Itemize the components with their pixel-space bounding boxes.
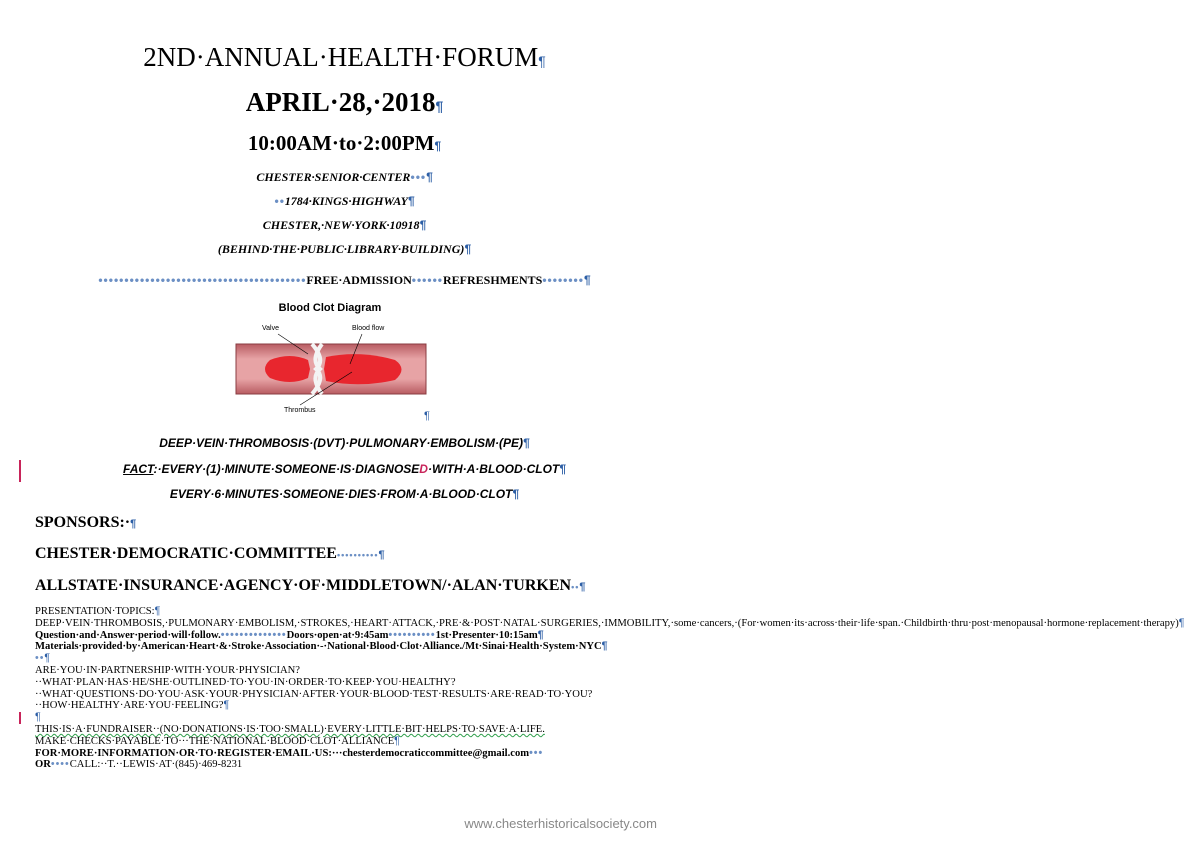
event-date: APRIL·28,·2018¶ xyxy=(245,87,444,117)
empty-line-1: ••¶ xyxy=(35,652,51,665)
diagram-title: Blood Clot Diagram xyxy=(278,302,382,314)
sponsors-heading: SPONSORS:·¶ xyxy=(35,514,137,531)
diagram-graphic xyxy=(230,302,430,420)
blood-flow-label: Blood flow xyxy=(352,325,385,332)
valve-label: Valve xyxy=(262,325,279,332)
fact-line: FACT:·EVERY·(1)·MINUTE·SOMEONE·IS·DIAGNOSED·WITH·A·BLOOD·CLOT¶ xyxy=(123,462,566,476)
topics-heading: PRESENTATION·TOPICS:¶ xyxy=(35,605,161,617)
thrombus-clot xyxy=(265,356,310,382)
admission-line: ••••••••••••••••••••••••••••••••••••••••FREE·ADMISSION••••••REFRESHMENTS••••••••¶ xyxy=(98,273,591,287)
venue-street: ••1784·KINGS·HIGHWAY¶ xyxy=(274,194,415,208)
contact-phone-line: OR••••CALL:··T.··LEWIS·AT·(845)·469-8231 xyxy=(35,758,243,771)
checks-line: MAKE·CHECKS·PAYABLE·TO···THE·NATIONAL·BLOOD·CLOT·ALLIANCE¶ xyxy=(35,734,400,747)
contact-email-line: FOR·MORE·INFORMATION·OR·TO·REGISTER·EMAIL·US:···chesterdemocraticcommittee@gmail.com••• xyxy=(35,746,544,759)
fundraiser-line: THIS·IS·A·FUNDRAISER··(NO·DONATIONS·IS·TOO·SMALL)·EVERY·LITTLE·BIT·HELPS·TO·SAVE·A·LIFE. xyxy=(35,723,545,735)
source-watermark: www.chesterhistoricalsociety.com xyxy=(464,816,657,831)
thrombus-label: Thrombus xyxy=(284,407,316,414)
schedule-line: Question·and·Answer·period·will·follow.••••••••••••••Doors·open·at·9:45am••••••••••1st·Presenter·10:15am¶ xyxy=(35,628,544,641)
event-time: 10:00AM·to·2:00PM¶ xyxy=(247,131,442,155)
paragraph-mark: ¶ xyxy=(424,410,430,422)
venue-note: (BEHIND·THE·PUBLIC·LIBRARY·BUILDING)¶ xyxy=(217,242,472,256)
sponsor-allstate: ALLSTATE·INSURANCE·AGENCY·OF·MIDDLETOWN/·ALAN·TURKEN••¶ xyxy=(35,577,586,594)
dvt-heading: DEEP·VEIN·THROMBOSIS·(DVT)·PULMONARY·EMBOLISM·(PE)¶ xyxy=(159,436,530,450)
partnership-questions: ARE·YOU·IN·PARTNERSHIP·WITH·YOUR·PHYSICIAN?··WHAT·PLAN·HAS·HE/SHE·OUTLINED·TO·YOU·IN·ORDER·TO·KEEP·YOU·HEALTHY?··WHAT·QUESTIONS·DO·YOU·ASK·YOUR·PHYSICIAN·AFTER·YOUR·BLOOD·TEST·RESULTS·ARE·READ·TO·YOU?··HOW·HEALTHY·ARE·YOU·FEELING?¶ xyxy=(35,664,593,712)
thrombus-clot-2 xyxy=(324,354,402,384)
presentation-section xyxy=(35,605,1184,771)
sponsor-chester-democratic: CHESTER·DEMOCRATIC·COMMITTEE••••••••••¶ xyxy=(35,545,385,562)
change-bar-2 xyxy=(19,712,21,724)
venue-name: CHESTER·SENIOR·CENTER•••¶ xyxy=(256,170,433,184)
every-six-line: EVERY·6·MINUTES·SOMEONE·DIES·FROM·A·BLOOD·CLOT¶ xyxy=(169,487,520,501)
materials-line: Materials·provided·by·American·Heart·&·Stroke·Association·-·National·Blood·Clot·Alliance./Mt·Sinai·Health·System·NYC¶ xyxy=(35,640,608,653)
topics-list: DEEP·VEIN·THROMBOSIS,·PULMONARY·EMBOLISM,·STROKES,·HEART·ATTACK,·PRE·&·POST·NATAL·SURGERIES,·IMMOBILITY,·some·cancers,·(For·women·its·across·their·life·span.·Childbirth·thru·post·menopausal·hormone·replacement·therapy)¶ xyxy=(35,616,1184,629)
event-title: 2ND·ANNUAL·HEALTH·FORUM¶ xyxy=(143,42,546,72)
empty-line-2: ¶ xyxy=(35,711,41,724)
blood-clot-diagram xyxy=(230,302,430,420)
venue-city: CHESTER,·NEW·YORK·10918¶ xyxy=(262,218,427,232)
